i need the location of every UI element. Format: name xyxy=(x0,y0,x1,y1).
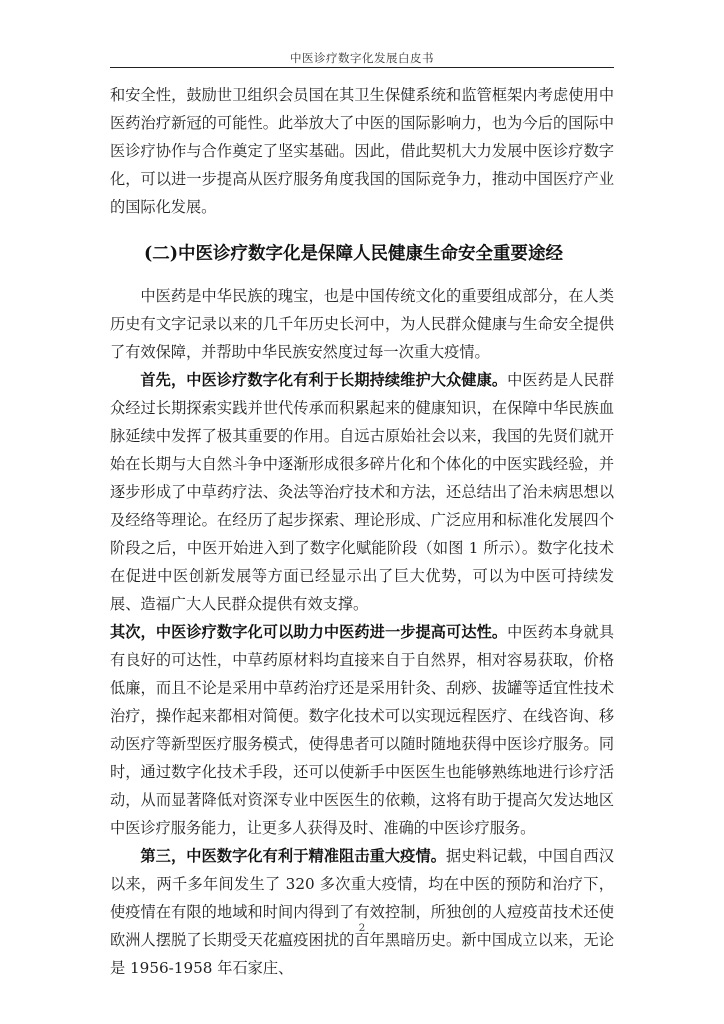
paragraph-first xyxy=(110,366,614,618)
running-header: 中医诊疗数字化发展白皮书 xyxy=(290,51,434,65)
header-rule xyxy=(110,67,614,68)
paragraph-second xyxy=(110,618,614,842)
paragraph-third-body: 据史料记载，中国自西汉以来，两千多年间发生了 320 多次重大疫情，均在中医的预防和治疗下，使疫情在有限的地域和时间内得到了有效控制，所独创的人痘疫苗技术还使欧洲人摆脱了长期受天花瘟疫困扰的百年黑暗历史。新中国成立以来，无论是 1956-1958 年石家庄、 xyxy=(110,847,615,977)
paragraph-first-body: 中医药是人民群众经过长期探索实践并世代传承而积累起来的健康知识，在保障中华民族血脉延续中发挥了极其重要的作用。自远古原始社会以来，我国的先贤们就开始在长期与大自然斗争中逐渐形成很多碎片化和个体化的中医实践经验，并逐步形成了中草药疗法、灸法等治疗技术和方法，还总结出了治未病思想以及经络等理论。在经历了起步探索、理论形成、广泛应用和标准化发展四个阶段之后，中医开始进入到了数字化赋能阶段（如图 1 所示）。数字化技术在促进中医创新发展等方面已经显示出了巨大优势，可以为中医可持续发展、造福广大人民群众提供有效支撑。 xyxy=(110,371,615,613)
paragraph-third xyxy=(110,842,614,982)
section-heading: (二)中医诊疗数字化是保障人民健康生命安全重要途经 xyxy=(144,244,564,264)
body-text xyxy=(110,81,614,982)
page-number: 2 xyxy=(358,922,366,934)
paragraph-second-lead: 其次，中医诊疗数字化可以助力中医药进一步提高可达性。 xyxy=(110,623,508,641)
paragraph-first-lead: 首先，中医诊疗数字化有利于长期持续维护大众健康。 xyxy=(140,371,508,389)
paragraph-second-body: 中医药本身就具有良好的可达性，中草药原材料均直接来自于自然界，相对容易获取，价格低廉，而且不论是采用中草药治疗还是采用针灸、刮痧、拔罐等适宜性技术治疗，操作起来都相对简便。数字化技术可以实现远程医疗、在线咨询、移动医疗等新型医疗服务模式，使得患者可以随时随地获得中医诊疗服务。同时，通过数字化技术手段，还可以使新手中医医生也能够熟练地进行诊疗活动，从而显著降低对资深专业中医医生的依赖，这将有助于提高欠发达地区中医诊疗服务能力，让更多人获得及时、准确的中医诊疗服务。 xyxy=(110,623,615,837)
paragraph-intro: 和安全性，鼓励世卫组织会员国在其卫生保健系统和监管框架内考虑使用中医药治疗新冠的可能性。此举放大了中医的国际影响力，也为今后的国际中医诊疗协作与合作奠定了坚实基础。因此，借此契机大力发展中医诊疗数字化，可以进一步提高从医疗服务角度我国的国际竞争力，推动中国医疗产业的国际化发展。 xyxy=(110,86,614,216)
paragraph-third-lead: 第三，中医数字化有利于精准阻击重大疫情。 xyxy=(140,847,447,865)
paragraph-overview: 中医药是中华民族的瑰宝，也是中国传统文化的重要组成部分，在人类历史有文字记录以来的几千年历史长河中，为人民群众健康与生命安全提供了有效保障，并帮助中华民族安然度过每一次重大疫情。 xyxy=(110,287,614,361)
